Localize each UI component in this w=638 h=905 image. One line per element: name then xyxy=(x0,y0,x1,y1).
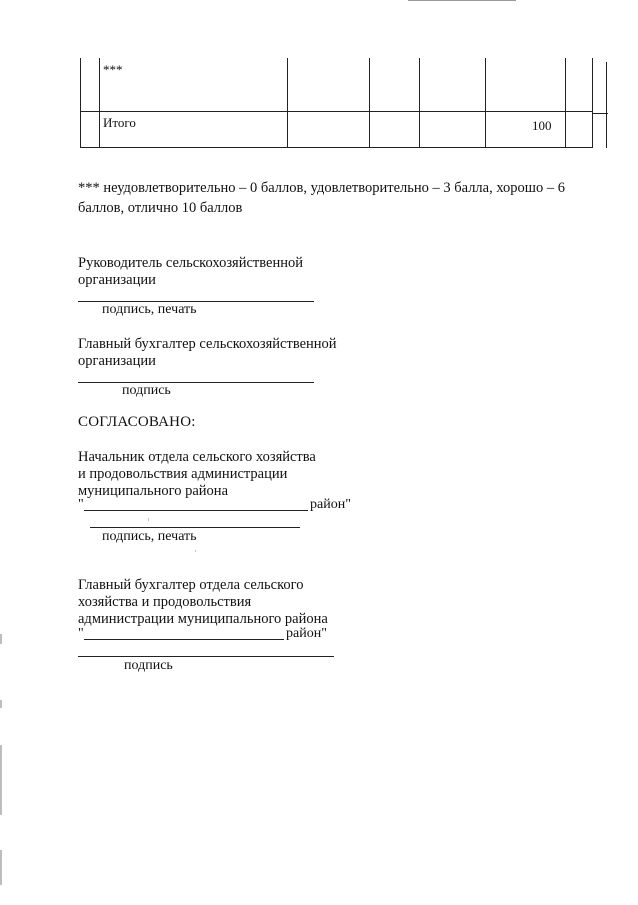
chief-accountant-title xyxy=(78,336,337,370)
dept-head-district-blank xyxy=(84,510,308,511)
dept-head-line2: и продовольствия администрации xyxy=(78,466,288,482)
scan-dot xyxy=(148,518,149,521)
head-org-title-line1: Руководитель сельскохозяйственной xyxy=(78,255,303,271)
chief-accountant-title-line2: организации xyxy=(78,353,156,369)
head-org-caption: подпись, печать xyxy=(102,302,197,317)
dept-accountant-district-blank xyxy=(84,639,284,640)
table-col-border xyxy=(565,58,566,148)
scan-mark-left xyxy=(0,700,2,708)
dept-head-title xyxy=(78,449,316,500)
scores-table xyxy=(80,58,593,148)
table-col-border xyxy=(419,58,420,148)
table-cell-label: *** xyxy=(103,62,123,77)
table-col-border xyxy=(80,58,81,148)
dept-head-district-suffix: район" xyxy=(310,497,351,512)
table-cell-total-value: 100 xyxy=(532,118,552,133)
dept-accountant-line1: Главный бухгалтер отдела сельского xyxy=(78,577,304,593)
chief-accountant-caption: подпись xyxy=(122,383,171,398)
table-col-border xyxy=(99,58,100,148)
dept-accountant-line2: хозяйства и продовольствия xyxy=(78,594,252,610)
table-cell-total-label: Итого xyxy=(103,115,136,130)
table-col-border xyxy=(485,58,486,148)
table-bottom-border xyxy=(80,147,593,148)
head-org-title-line2: организации xyxy=(78,272,156,288)
table-right-edge xyxy=(606,62,607,148)
dept-head-line1: Начальник отдела сельского хозяйства xyxy=(78,449,316,465)
dept-head-line3: муниципального района xyxy=(78,483,228,499)
dept-head-signature-line xyxy=(90,527,300,528)
scan-dot xyxy=(195,550,196,552)
dept-accountant-quote-open: " xyxy=(78,626,84,641)
dept-accountant-caption: подпись xyxy=(124,658,173,673)
chief-accountant-title-line1: Главный бухгалтер сельскохозяйственной xyxy=(78,336,337,352)
table-row-divider xyxy=(80,111,593,112)
dept-accountant-district-suffix: район" xyxy=(286,626,327,641)
scan-mark-left xyxy=(0,850,2,885)
dept-head-quote-open: " xyxy=(78,497,84,512)
dept-head-caption: подпись, печать xyxy=(102,529,197,544)
dept-accountant-title xyxy=(78,577,328,628)
table-col-border xyxy=(287,58,288,148)
scan-mark-top xyxy=(408,0,516,1)
head-org-title xyxy=(78,255,303,289)
dept-accountant-signature-line xyxy=(78,656,334,657)
scan-mark-left xyxy=(0,745,2,815)
chief-accountant-signature-line xyxy=(78,382,314,383)
scoring-note: *** неудовлетворительно – 0 баллов, удовлетворительно – 3 балла, хорошо – 6 баллов, отлично 10 баллов xyxy=(78,180,565,216)
dept-accountant-line3: администрации муниципального района xyxy=(78,611,328,627)
approved-heading: СОГЛАСОВАНО: xyxy=(78,414,196,430)
table-col-border xyxy=(369,58,370,148)
table-col-border xyxy=(592,58,593,148)
scan-mark-left xyxy=(0,634,2,644)
